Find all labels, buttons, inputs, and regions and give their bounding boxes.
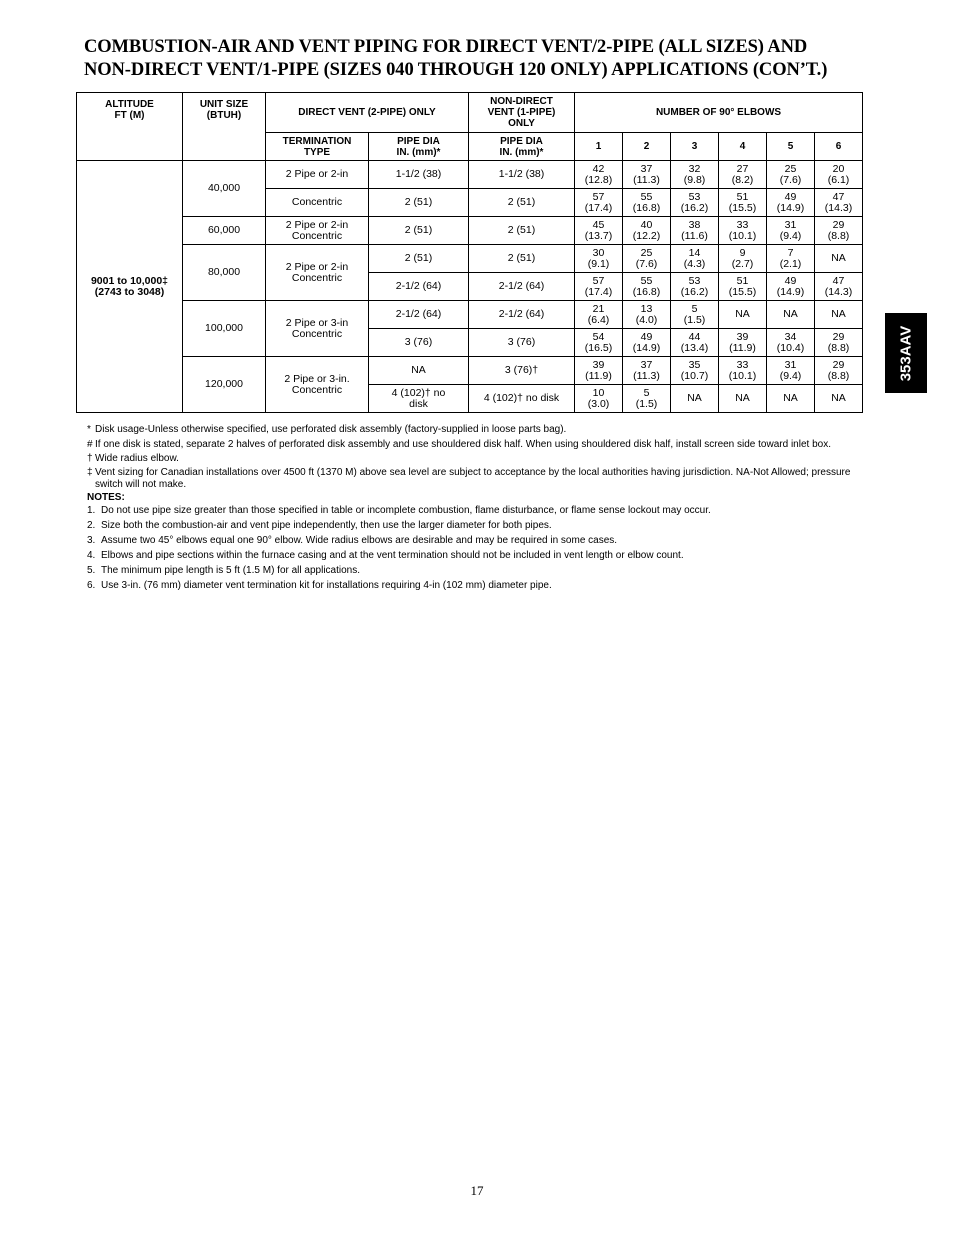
elbow-cell: 35 (10.7) (671, 357, 719, 385)
pipe-dia-direct-cell: 4 (102)† no disk (369, 385, 469, 413)
elbow-cell: 5 (1.5) (671, 301, 719, 329)
header-altitude: ALTITUDE FT (M) (77, 93, 183, 161)
table-row (77, 245, 863, 273)
footnote-symbol: * (87, 424, 91, 435)
elbow-cell: 45 (13.7) (575, 217, 623, 245)
elbow-cell: 49 (14.9) (623, 329, 671, 357)
note-text: The minimum pipe length is 5 ft (1.5 M) for all applications. (101, 565, 360, 576)
elbow-cell: NA (719, 385, 767, 413)
footnote (87, 453, 877, 465)
note-item (87, 535, 877, 547)
page-number: 17 (470, 1183, 484, 1198)
pipe-dia-direct-cell: NA (369, 357, 469, 385)
header-elbows: NUMBER OF 90° ELBOWS (575, 93, 863, 133)
header-termination-type: TERMINATION TYPE (266, 133, 369, 161)
note-number: 4. (87, 550, 96, 561)
pipe-dia-nondirect-cell: 4 (102)† no disk (469, 385, 575, 413)
note-number: 2. (87, 520, 96, 531)
elbow-cell: NA (815, 245, 863, 273)
footnote (87, 424, 877, 436)
elbow-cell: 51 (15.5) (719, 189, 767, 217)
footnote-text: Vent sizing for Canadian installations over 4500 ft (1370 M) above sea level are subject to acceptance by the local authorities having jurisdiction. NA-Not Allowed; pressure switch will not make. (95, 467, 851, 490)
pipe-dia-direct-cell: 2 (51) (369, 189, 469, 217)
elbow-cell: 5 (1.5) (623, 385, 671, 413)
elbow-cell: 33 (10.1) (719, 357, 767, 385)
page-title (84, 36, 884, 82)
altitude-cell: 9001 to 10,000‡ (2743 to 3048) (77, 161, 183, 413)
footnote-text: Wide radius elbow. (95, 453, 179, 464)
elbow-cell: 42 (12.8) (575, 161, 623, 189)
pipe-dia-direct-cell: 2-1/2 (64) (369, 301, 469, 329)
note-item (87, 565, 877, 577)
elbow-cell: 20 (6.1) (815, 161, 863, 189)
elbow-cell: 14 (4.3) (671, 245, 719, 273)
elbow-cell: 21 (6.4) (575, 301, 623, 329)
note-item (87, 550, 877, 562)
note-text: Elbows and pipe sections within the furnace casing and at the vent termination should not be included in vent length or elbow count. (101, 550, 684, 561)
note-number: 1. (87, 505, 96, 516)
elbow-cell: 31 (9.4) (767, 217, 815, 245)
elbow-cell: 27 (8.2) (719, 161, 767, 189)
elbow-cell: 53 (16.2) (671, 189, 719, 217)
note-text: Use 3-in. (76 mm) diameter vent termination kit for installations requiring 4-in (102 mm) diameter pipe. (101, 580, 552, 591)
elbow-cell: 55 (16.8) (623, 273, 671, 301)
unit-size-40000: 40,000 (183, 161, 266, 217)
elbow-cell: 37 (11.3) (623, 161, 671, 189)
termination-cell: 2 Pipe or 2-in (266, 161, 369, 189)
elbow-cell: 33 (10.1) (719, 217, 767, 245)
elbow-cell: NA (719, 301, 767, 329)
pipe-dia-direct-cell: 2-1/2 (64) (369, 273, 469, 301)
elbow-cell: 39 (11.9) (575, 357, 623, 385)
termination-cell: Concentric (266, 189, 369, 217)
footnote-text: Disk usage-Unless otherwise specified, use perforated disk assembly (factory-supplied in loose parts bag). (95, 424, 567, 435)
elbow-cell: 9 (2.7) (719, 245, 767, 273)
unit-size-80000: 80,000 (183, 245, 266, 301)
header-elbow-6: 6 (815, 133, 863, 161)
table-row (77, 301, 863, 329)
footnote-symbol: ‡ (87, 467, 93, 478)
elbow-cell: 31 (9.4) (767, 357, 815, 385)
pipe-dia-direct-cell: 2 (51) (369, 245, 469, 273)
termination-cell: 2 Pipe or 2-in Concentric (266, 217, 369, 245)
footnotes-section (87, 424, 877, 592)
footnote (87, 467, 877, 491)
elbow-cell: 30 (9.1) (575, 245, 623, 273)
footnote-text: If one disk is stated, separate 2 halves of perforated disk assembly and use shouldered disk half. When using shouldered disk half, install screen side toward inlet box. (95, 439, 831, 450)
note-number: 5. (87, 565, 96, 576)
elbow-cell: 57 (17.4) (575, 273, 623, 301)
pipe-dia-nondirect-cell: 3 (76)† (469, 357, 575, 385)
footnote-symbol: † (87, 453, 93, 464)
title-line-1: COMBUSTION-AIR AND VENT PIPING FOR DIRECT VENT/2-PIPE (ALL SIZES) AND (84, 37, 808, 57)
pipe-dia-nondirect-cell: 2 (51) (469, 189, 575, 217)
elbow-cell: 32 (9.8) (671, 161, 719, 189)
elbow-cell: 57 (17.4) (575, 189, 623, 217)
header-elbow-1: 1 (575, 133, 623, 161)
elbow-cell: 49 (14.9) (767, 189, 815, 217)
termination-cell: 2 Pipe or 3-in Concentric (266, 301, 369, 357)
elbow-cell: 54 (16.5) (575, 329, 623, 357)
elbow-cell: 37 (11.3) (623, 357, 671, 385)
elbow-cell: 40 (12.2) (623, 217, 671, 245)
elbow-cell: 39 (11.9) (719, 329, 767, 357)
elbow-cell: 49 (14.9) (767, 273, 815, 301)
elbow-cell: 47 (14.3) (815, 189, 863, 217)
pipe-dia-nondirect-cell: 2-1/2 (64) (469, 273, 575, 301)
elbow-cell: 38 (11.6) (671, 217, 719, 245)
elbow-cell: 47 (14.3) (815, 273, 863, 301)
elbow-cell: 34 (10.4) (767, 329, 815, 357)
pipe-dia-nondirect-cell: 2-1/2 (64) (469, 301, 575, 329)
elbow-cell: NA (767, 301, 815, 329)
table-row (77, 357, 863, 385)
side-tab-label: 353AAV (897, 325, 915, 381)
pipe-dia-nondirect-cell: 1-1/2 (38) (469, 161, 575, 189)
table-row (77, 217, 863, 245)
vent-piping-table (76, 92, 863, 413)
pipe-dia-nondirect-cell: 2 (51) (469, 245, 575, 273)
elbow-cell: NA (815, 301, 863, 329)
elbow-cell: 53 (16.2) (671, 273, 719, 301)
header-unit-size: UNIT SIZE (BTUH) (183, 93, 266, 161)
unit-size-120000: 120,000 (183, 357, 266, 413)
pipe-dia-nondirect-cell: 2 (51) (469, 217, 575, 245)
note-number: 6. (87, 580, 96, 591)
title-line-2: NON-DIRECT VENT/1-PIPE (SIZES 040 THROUGH 120 ONLY) APPLICATIONS (CON’T.) (84, 60, 828, 80)
header-direct-vent: DIRECT VENT (2-PIPE) ONLY (266, 93, 469, 133)
elbow-cell: 7 (2.1) (767, 245, 815, 273)
note-text: Assume two 45° elbows equal one 90° elbow. Wide radius elbows are desirable and may be required in some cases. (101, 535, 618, 546)
header-elbow-4: 4 (719, 133, 767, 161)
elbow-cell: 25 (7.6) (767, 161, 815, 189)
pipe-dia-nondirect-cell: 3 (76) (469, 329, 575, 357)
notes-title: NOTES: (87, 492, 125, 503)
elbow-cell: NA (815, 385, 863, 413)
note-item (87, 505, 877, 517)
footnote (87, 439, 877, 451)
header-elbow-2: 2 (623, 133, 671, 161)
elbow-cell: 29 (8.8) (815, 357, 863, 385)
table-row (77, 161, 863, 189)
note-text: Size both the combustion-air and vent pipe independently, then use the larger diameter for both pipes. (101, 520, 552, 531)
header-pipe-dia-nondirect: PIPE DIA IN. (mm)* (469, 133, 575, 161)
header-elbow-3: 3 (671, 133, 719, 161)
side-tab-model (885, 313, 927, 393)
elbow-cell: NA (671, 385, 719, 413)
elbow-cell: 29 (8.8) (815, 217, 863, 245)
note-item (87, 580, 877, 592)
footnote-symbol: # (87, 439, 93, 450)
pipe-dia-direct-cell: 3 (76) (369, 329, 469, 357)
header-pipe-dia-direct: PIPE DIA IN. (mm)* (369, 133, 469, 161)
header-non-direct-vent: NON-DIRECT VENT (1-PIPE) ONLY (469, 93, 575, 133)
unit-size-60000: 60,000 (183, 217, 266, 245)
termination-cell: 2 Pipe or 2-in Concentric (266, 245, 369, 301)
note-text: Do not use pipe size greater than those specified in table or incomplete combustion, flame disturbance, or flame sense lockout may occur. (101, 505, 711, 516)
termination-cell: 2 Pipe or 3-in. Concentric (266, 357, 369, 413)
notes-title-text: NOTES (87, 492, 122, 503)
note-item (87, 520, 877, 532)
unit-size-100000: 100,000 (183, 301, 266, 357)
elbow-cell: 55 (16.8) (623, 189, 671, 217)
elbow-cell: NA (767, 385, 815, 413)
elbow-cell: 51 (15.5) (719, 273, 767, 301)
elbow-cell: 10 (3.0) (575, 385, 623, 413)
elbow-cell: 29 (8.8) (815, 329, 863, 357)
elbow-cell: 13 (4.0) (623, 301, 671, 329)
elbow-cell: 25 (7.6) (623, 245, 671, 273)
elbow-cell: 44 (13.4) (671, 329, 719, 357)
pipe-dia-direct-cell: 1-1/2 (38) (369, 161, 469, 189)
pipe-dia-direct-cell: 2 (51) (369, 217, 469, 245)
note-number: 3. (87, 535, 96, 546)
header-elbow-5: 5 (767, 133, 815, 161)
